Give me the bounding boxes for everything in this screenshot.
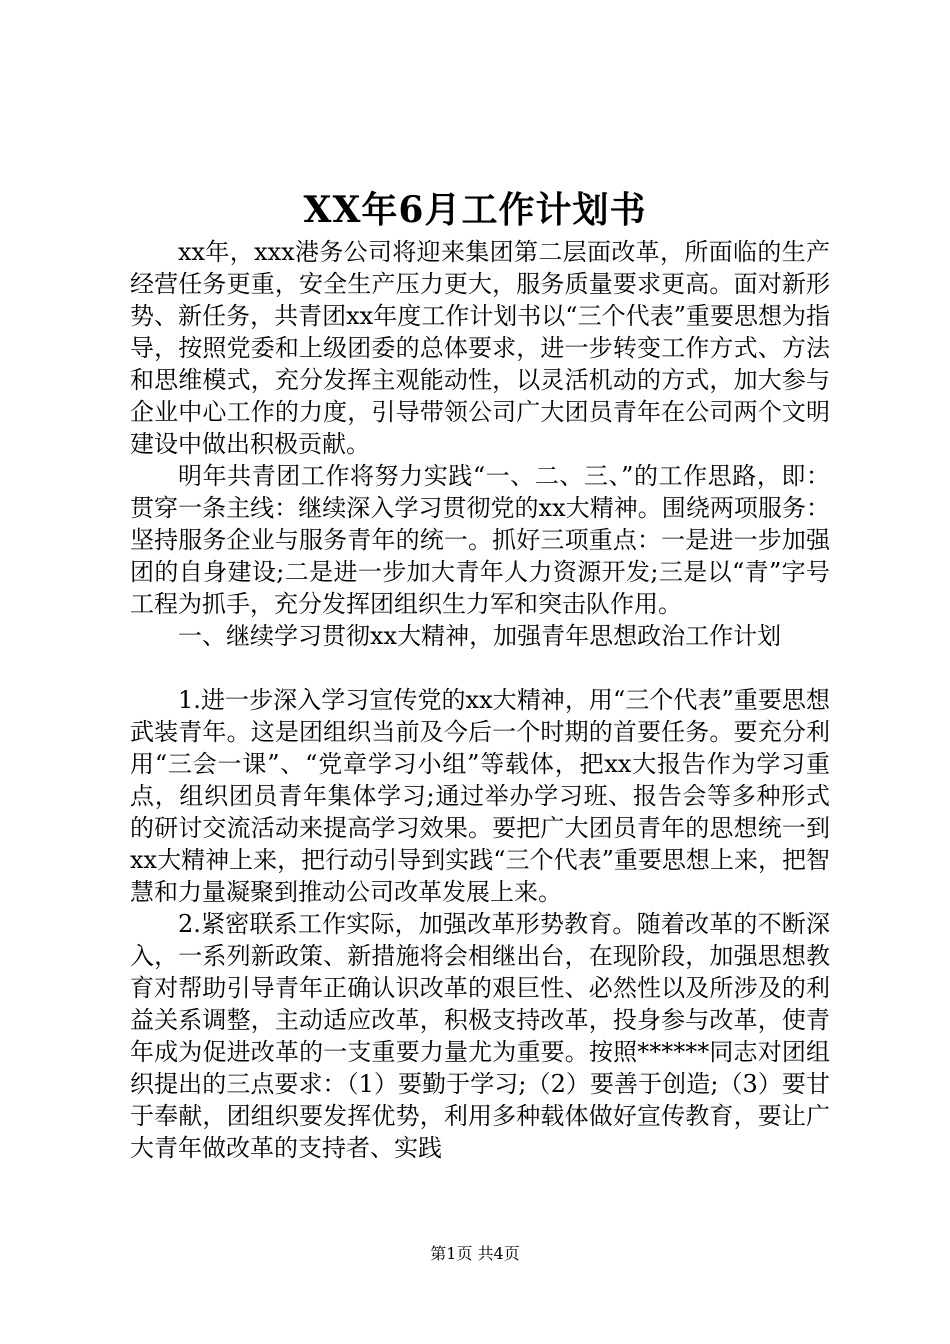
list-item-1: 1.进一步深入学习宣传党的xx大精神，用“三个代表”重要思想武装青年。这是团组织当前及今后一个时期的首要任务。要充分利用“三会一课”、“党章学习小组”等载体，把xx大报告作为学习重点，组织团员青年集体学习;通过举办学习班、报告会等多种形式的研讨交流活动来提高学习效果。要把广大团员青年的思想统一到xx大精神上来，把行动引导到实践“三个代表”重要思想上来，把智慧和力量凝聚到推动公司改革发展上来。 xyxy=(130,686,830,906)
blank-line xyxy=(130,652,830,684)
list-item-2: 2.紧密联系工作实际，加强改革形势教育。随着改革的不断深入，一系列新政策、新措施将会相继出台，在现阶段，加强思想教育对帮助引导青年正确认识改革的艰巨性、必然性以及所涉及的利益关系调整，主动适应改革，积极支持改革，投身参与改革，使青年成为促进改革的一支重要力量尤为重要。按照******同志对团组织提出的三点要求：（1）要勤于学习;（2）要善于创造;（3）要甘于奉献，团组织要发挥优势，利用多种载体做好宣传教育，要让广大青年做改革的支持者、实践 xyxy=(130,910,830,1162)
document-body xyxy=(130,236,830,1164)
work-approach-paragraph: 明年共青团工作将努力实践“一、二、三、”的工作思路，即：贯穿一条主线：继续深入学习贯彻党的xx大精神。围绕两项服务：坚持服务企业与服务青年的统一。抓好三项重点：一是进一步加强团的自身建设;二是进一步加大青年人力资源开发;三是以“青”字号工程为抓手，充分发挥团组织生力军和突击队作用。 xyxy=(130,462,830,618)
page-number-footer: 第1页 共4页 xyxy=(430,1244,520,1263)
section-heading: 一、继续学习贯彻xx大精神，加强青年思想政治工作计划 xyxy=(178,622,782,650)
document-title: XX年6月工作计划书 xyxy=(303,189,647,231)
intro-paragraph: xx年，xxx港务公司将迎来集团第二层面改革，所面临的生产经营任务更重，安全生产压力更大，服务质量要求更高。面对新形势、新任务，共青团xx年度工作计划书以“三个代表”重要思想为指导，按照党委和上级团委的总体要求，进一步转变工作方式、方法和思维模式，充分发挥主观能动性，以灵活机动的方式，加大参与企业中心工作的力度，引导带领公司广大团员青年在公司两个文明建设中做出积极贡献。 xyxy=(130,238,830,458)
